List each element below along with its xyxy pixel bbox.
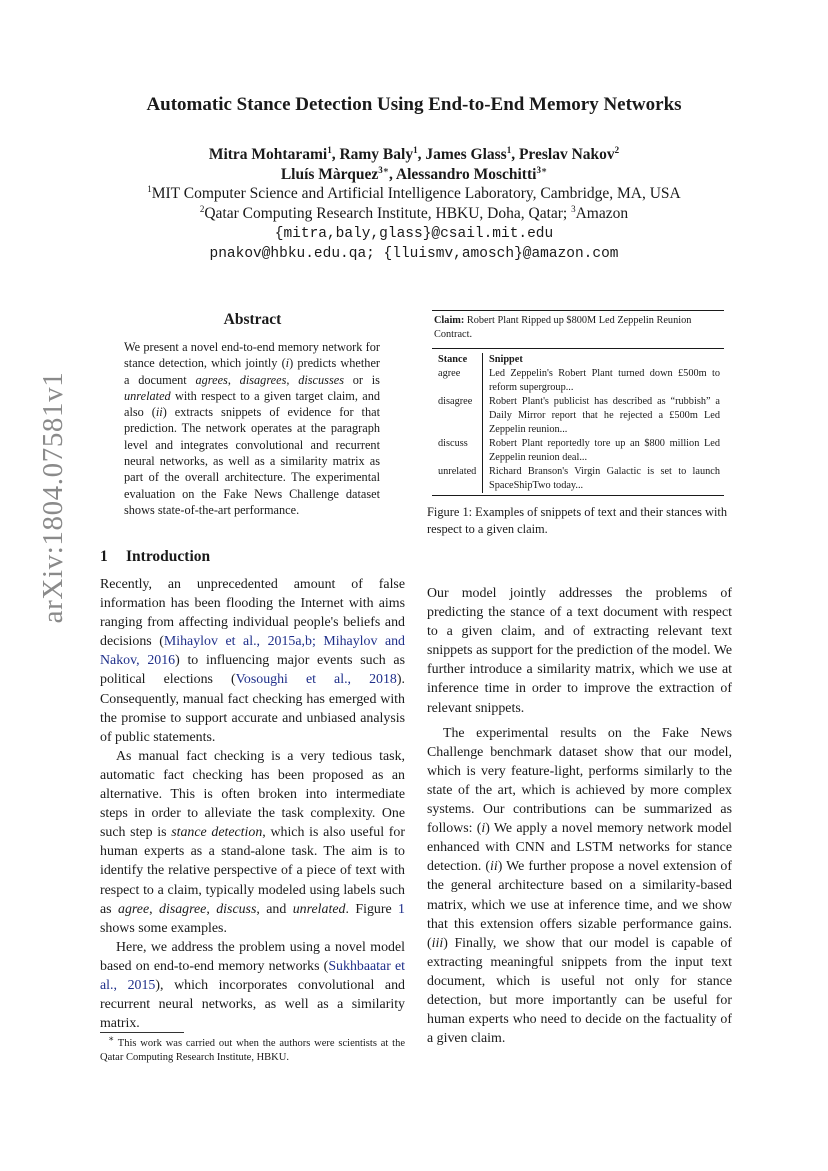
text: ) to influencing major events such as political elections ( (100, 653, 406, 688)
author-sup: 2 (614, 144, 620, 155)
text: As manual fact checking is a very tedious task, automatic fact checking has been proposed as an alternative. This is often broken into intermediate steps in order to alleviate the task complexity. One such step is (100, 748, 405, 841)
author-sup: 3∗ (536, 164, 548, 175)
figure-link[interactable]: 1 (398, 901, 405, 917)
affiliation-line-2: $^2$Qatar Computing Research Institute, HBKU, Doha, Qatar; $^3$Amazon (199, 203, 629, 222)
affiliation-1: MIT Computer Science and Artificial Intelligence Laboratory, Cambridge, MA, USA (151, 185, 681, 202)
affiliation-line-1: $^1$MIT Computer Science and Artificial Intelligence Laboratory, Cambridge, MA, USA (147, 183, 681, 202)
emphasis: agree (118, 901, 150, 917)
arxiv-identifier-text: arXiv:1804.07581v1 [cs.CL] 20 Apr 2018 (37, 360, 69, 624)
emails (0, 224, 828, 264)
email-line-1: {mitra,baly,glass}@csail.mit.edu (274, 226, 554, 242)
table-row (432, 437, 724, 465)
snippet-cell: Richard Branson's Virgin Galactic is set to launch SpaceShipTwo today... (489, 466, 720, 491)
snippet-cell: Led Zeppelin's Robert Plant turned down £500m to reform supergroup... (489, 368, 720, 393)
affiliations (0, 184, 828, 224)
author-sup: 1 (413, 144, 418, 155)
emphasis: unrelated (292, 901, 346, 917)
author-line-1: Mitra Mohtarami$^1$, Ramy Baly$^1$, James Glass$^1$, Preslav Nakov$^2$ (208, 144, 620, 163)
abstract-label: unrelated (124, 388, 171, 403)
column-header-stance: Stance (432, 353, 483, 367)
section-number: 1 (100, 548, 108, 565)
snippet-cell: Robert Plant's publicist has described as “rubbish” a Daily Mirror report that he rejected a £500m Led Zeppelin reunion... (489, 396, 720, 435)
author-name: Lluís Màrquez (280, 166, 379, 183)
emphasis: stance detection (171, 825, 263, 841)
table-header-row (432, 353, 724, 367)
paragraph (100, 747, 405, 938)
abstract-label: agrees (195, 372, 228, 387)
claim-label: Claim: (434, 315, 465, 326)
footnote-text (100, 1033, 405, 1065)
author-sup: 1 (327, 144, 332, 155)
emphasis: discuss (216, 901, 257, 917)
text: , (206, 901, 217, 917)
abstract-label: disagrees (239, 372, 287, 387)
text: , (149, 901, 160, 917)
right-column (427, 584, 732, 1048)
table-row (432, 395, 724, 437)
stance-table (432, 353, 724, 493)
abstract-enum: i (285, 356, 290, 371)
citation-link[interactable]: Mihaylov et al., 2015a,b; Mihaylov and Nakov, 2016 (100, 634, 406, 669)
column-header-snippet: Snippet (489, 354, 523, 365)
abstract-heading: Abstract (223, 311, 282, 328)
citation-link[interactable]: Vosoughi et al., 2018 (235, 672, 397, 688)
table-row (432, 367, 724, 395)
author-line-2: Lluís Màrquez$^{3∗}$, Alessandro Moschitti$^{3∗}$ (280, 164, 548, 183)
email-line-2: pnakov@hbku.edu.qa; {lluismv,amosch}@amazon.com (209, 246, 619, 262)
snippet-cell: Robert Plant reportedly tore up an $800 million Led Zeppelin reunion deal... (489, 438, 720, 463)
figure-claim (432, 311, 724, 344)
text: ). Consequently, manual fact checking has emerged with the promise to support accurate and unbiased analysis of public statements. (100, 672, 405, 745)
figure-1 (432, 310, 724, 496)
text: , and (256, 901, 293, 917)
claim-text: Robert Plant Ripped up $800M Led Zeppelin Reunion Contract. (434, 315, 692, 340)
text: Here, we address the problem using a novel model based on end-to-end memory networks ( (100, 939, 405, 974)
table-rule-mid (432, 348, 724, 349)
author-name: Mitra Mohtarami (208, 146, 328, 163)
footnote-marker: ∗ (108, 1033, 115, 1044)
enum-marker: i (481, 821, 486, 837)
abstract-text: , (227, 372, 240, 387)
abstract-text: with respect to a given target claim, and also ( (124, 388, 380, 420)
stance-cell: unrelated (432, 465, 483, 493)
enum-marker: iii (431, 935, 444, 951)
paragraph: Our model jointly addresses the problems of predicting the stance of a text document with respect to a given claim, and of extracting relevant text snippets as support for the prediction of the model. We further introduce a similarity matrix, which we use at inference time in order to improve the extraction of relevant snippets. (427, 586, 732, 716)
text: This work was carried out when the authors were scientists at the Qatar Computing Research Institute, HBKU. (100, 1038, 405, 1063)
author-sup: 1 (506, 144, 512, 155)
abstract-text: or is (343, 372, 380, 387)
stance-cell: agree (432, 367, 483, 395)
affiliation-2: Qatar Computing Research Institute, HBKU, Doha, Qatar; (204, 205, 568, 222)
author-name: James Glass (425, 146, 507, 163)
left-column (100, 575, 405, 1033)
text: . Figure (345, 901, 399, 917)
affiliation-3: Amazon (575, 205, 629, 222)
author-sup: 3∗ (378, 164, 390, 175)
arxiv-identifier (18, 360, 78, 860)
arxiv-identifier-svg (18, 360, 78, 860)
abstract-label: discusses (298, 372, 344, 387)
paragraph (100, 575, 405, 747)
abstract-enum: ii (155, 405, 163, 420)
section-title: Introduction (126, 548, 211, 565)
footnote (100, 1033, 405, 1065)
text: The experimental results on the Fake News Challenge benchmark dataset show that our model, which is very feature-light, performs similarly to the state of the art, which is achieved by more complex systems. Our contributions can be summarized as follows: ( (427, 725, 732, 837)
author-list (0, 145, 828, 185)
table-rule-bottom (432, 495, 724, 496)
stance-cell: disagree (432, 395, 483, 437)
abstract-body (124, 339, 380, 518)
author-name: Alessandro Moschitti (395, 166, 537, 183)
author-name: Preslav Nakov (518, 146, 615, 163)
table-row (432, 465, 724, 493)
emphasis: disagree (159, 901, 207, 917)
text: Recently, an unprecedented amount of false information has been flooding the Internet with aims ranging from affecting individual people's beliefs and decisions ( (100, 577, 405, 650)
text: ) We apply a novel memory network model enhanced with CNN and LSTM networks for stance detection. ( (427, 821, 732, 875)
text: shows some examples. (100, 920, 227, 936)
stance-cell: discuss (432, 437, 483, 465)
paragraph (427, 724, 732, 1049)
abstract-text: , (286, 372, 299, 387)
abstract-text: ) predicts whether a document (124, 356, 380, 387)
text: , which is also useful for human experts as a stand-alone task. The aim is to identify the relative perspective of a piece of text with respect to a claim, typically modeled using labels such as (100, 825, 405, 917)
paragraph (100, 938, 405, 1033)
section-heading (100, 548, 210, 566)
enum-marker: ii (490, 859, 498, 875)
abstract-text: ) extracts snippets of evidence for that prediction. The network operates at the paragraph level and integrates convolutional and recurrent neural networks, as well as a similarity matrix as part of the overall architecture. The experimental evaluation on the Fake News Challenge dataset shows state-of-the-art performance. (124, 405, 380, 517)
text: ) Finally, we show that our model is capable of extracting meaningful snippets from the input text document, which is useful not only for stance detection, but more importantly can be useful for human experts who need to decide on the factuality of a given claim. (427, 935, 732, 1047)
author-name: Ramy Baly (339, 146, 414, 163)
text: ) We further propose a novel extension of the general architecture based on a similarity-based matrix, which we use at inference time, and we show that this extension offers sizable performance gains. ( (427, 859, 733, 951)
text: ), which incorporates convolutional and recurrent neural networks, as well as a similarity matrix. (100, 977, 405, 1032)
paper-title: Automatic Stance Detection Using End-to-End Memory Networks (146, 94, 682, 115)
figure-caption: Figure 1: Examples of snippets of text and their stances with respect to a given claim. (427, 505, 728, 536)
citation-link[interactable]: Sukhbaatar et al., 2015 (100, 958, 405, 993)
abstract-text: We present a novel end-to-end memory network for stance detection, which jointly ( (124, 340, 380, 371)
